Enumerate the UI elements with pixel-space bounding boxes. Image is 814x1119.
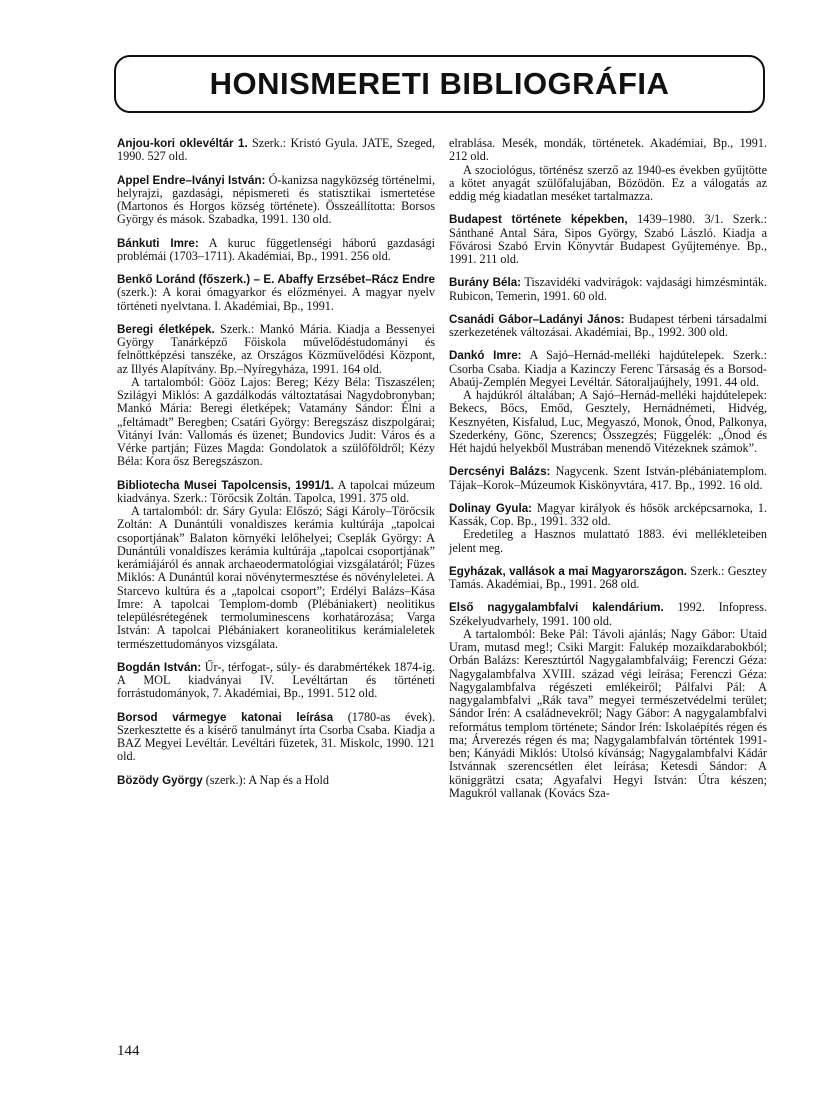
entry-text: Szerk.: Gesztey Tamás. Akadémiai, Bp., 1991. 268 old. [449,563,767,591]
entry-paragraph [117,174,435,227]
entry-heading: Budapest története képekben, [449,213,628,227]
entry-text: A kuruc függetlenségi háború gazdasági problémái (1703–1711). Akadémiai, Bp., 1991. 256 old. [117,235,435,263]
entry-heading: Anjou-kori oklevéltár 1. [117,137,248,150]
entry-text: (szerk.): A korai ómagyarkor és előzményei. A magyar nyelv történeti nyelvtana. I. Akadémiai, Bp., 1991. [117,285,435,313]
entry-heading: Dercsényi Balázs: [449,465,551,479]
bibliography-entry [117,479,435,651]
bibliography-entry [449,213,767,266]
entry-paragraph [449,213,767,266]
entry-paragraph [449,389,767,455]
entry-paragraph [117,376,435,469]
entry-heading: Beregi életképek. [117,322,215,336]
bibliography-entry [117,237,435,264]
entry-heading: Bogdán István: [117,660,202,674]
entry-paragraph [117,237,435,264]
entry-text: Budapest térbeni társadalmi szerkezetének változásai. Akadémiai, Bp., 1992. 300 old. [449,311,768,339]
title-banner [114,55,765,113]
entry-paragraph [117,273,435,313]
entry-paragraph [117,137,435,164]
bibliography-entry [449,137,767,203]
entry-heading: Egyházak, vallások a mai Magyarországon. [449,564,688,578]
page-number: 144 [117,1043,140,1059]
entry-paragraph [117,661,435,701]
bibliography-entry [449,313,767,340]
bibliography-entry [117,323,435,469]
entry-text: 1992. Infopress. Székelyudvarhely, 1991. 100 old. [449,600,768,628]
bibliography-entry [449,276,767,303]
entry-paragraph [117,505,435,651]
entry-heading: Borsod vármegye katonai leírása [117,710,334,724]
entry-paragraph [117,711,435,764]
entry-text: Nagycenk. Szent István-plébániatemplom. Tájak–Korok–Múzeumok Kiskönyvtára, 417. Bp., 1992. 16 old. [449,464,768,492]
bibliography-entry [449,349,767,455]
entry-text: A hajdúkról általában; A Sajó–Hernád-melléki hajdútelepek: Bekecs, Bőcs, Emőd, Gesztely, Hernádnémeti, Hidvég, Kesznyéten, Kisfalud, Luc, Megyaszó, Monok, Ónod, Palkonya, Szederkény, Gönc, Szerencs; Összegzés; Függelék: „Ónod és Hét hajdú helyekből Mustrában menendő Vitézeknek számok”. [449,388,767,455]
entry-heading: Bözödy György [117,773,203,787]
entry-heading: Bibliotecha Musei Tapolcensis, 1991/1. [117,478,334,492]
entry-paragraph [449,164,767,204]
entry-text: A tapolcai múzeum kiadványa. Szerk.: Törőcsik Zoltán. Tapolca, 1991. 375 old. [117,477,436,505]
entry-paragraph [449,565,767,592]
entry-text: Szerk.: Kristó Gyula. JATE, Szeged, 1990. 527 old. [117,136,436,164]
entry-paragraph [449,465,767,492]
entry-paragraph [449,502,767,529]
bibliography-entry [117,174,435,227]
entry-text: (szerk.): A Nap és a Hold [205,772,329,787]
bibliography-entry [449,465,767,492]
entry-text: 1439–1980. 3/1. Szerk.: Sánthané Antal Sára, Sipos György, Szabó László. Kiadja a Fővárosi Szabó Ervin Könyvtár Budapest Gyűjteménye. Bp., 1991. 211 old. [449,212,767,266]
entry-paragraph [449,601,767,628]
bibliography-entry [449,565,767,592]
bibliography-entry [449,502,767,555]
entry-paragraph [449,349,767,389]
page-title: HONISMERETI BIBLIOGRÁFIA [209,66,670,101]
entry-text: Tiszavidéki vadvirágok: vajdasági himzésminták. Rubicon, Temerin, 1991. 60 old. [449,275,767,303]
bibliography-entry [449,601,767,800]
entry-text: A Sajó–Hernád-melléki hajdútelepek. Szerk.: Csorba Csaba. Kiadja a Kazinczy Ferenc Társaság és a Borsod-Abaúj-Zemplén Megyei Levéltár. Sátoraljaújhely, 1991. 44 old. [449,348,768,389]
bibliography-entry [117,711,435,764]
entry-heading: Bánkuti Imre: [117,236,199,250]
entry-paragraph [117,479,435,506]
entry-text: A tartalomból: Gööz Lajos: Bereg; Kézy Béla: Tiszaszélen; Szilágyi Miklós: A gazdálkodás változtatásai Nagydobronyban; Mankó Mária: Beregi életképek; Vatamány Sándor: Élni a „feltámadt” Beregben; Csatári György: Beregszász diszpolgárai; Vitányi Iván: Vallomás és üzenet; Bundovics Judit: Város és a Vérke partján; Füzes Magda: Gondolatok a szülőföldről; Kézy Béla: Kora ősz Beregszászon. [117,374,435,469]
entry-heading: Benkő Loránd (főszerk.) – E. Abaffy Erzsébet–Rácz Endre [117,273,435,286]
entry-heading: Dankó Imre: [449,349,522,363]
entry-paragraph [449,528,767,555]
entry-heading: Csanádi Gábor–Ladányi János: [449,312,625,326]
entry-text: A szociológus, történész szerző az 1940-es években gyűjtötte a kötet anyagát szülőfalujában, Bözödön. Ez a válogatás az eddig még kiadatlan meséket tartalmazza. [449,162,767,203]
bibliography-entry [117,661,435,701]
entry-heading: Appel Endre–Iványi István: [117,173,266,187]
entry-text: Űr-, térfogat-, súly- és darabmértékek 1874-ig. A MOL kiadványai IV. Levéltártan és történeti forrástudományok, 7. Akadémiai, Bp., 1991. 512 old. [117,659,435,701]
entry-paragraph [449,137,767,164]
bibliography-entry [117,137,435,164]
bibliography-entry [117,774,435,787]
entry-heading: Burány Béla: [449,276,521,290]
entry-heading: Első nagygalambfalvi kalendárium. [449,601,664,615]
entry-text: A tartalomból: dr. Sáry Gyula: Előszó; Sági Károly–Törőcsik Zoltán: A Dunántúli vonaldiszes kerámia kultúrája „tapolcai csoportjának” Balaton környéki lelőhelyei; Cseplák György: A Dunántúli vonaldíszes kerámia kultúrája „tapolcai csoportjának” kerámiájáról és annak archaeodermatológiai vizsgálatáról; Füzes Miklós: A Dunántúl korai növénytermesztése és növényleletei. A Starcevo kultúra és a „tapolcai csoport”; Erdélyi Balázs–Kása Imre: A tapolcai Templom-domb (Plébániakert) neolitikus településrétegének termoluminescens korhatározása; Varga István: A tapolcai Plébániakert koraneolitikus kerámialeletek természettudományos vizsgálata. [117,504,435,651]
entry-paragraph [449,276,767,303]
entry-paragraph [449,313,767,340]
entry-text: elrablása. Mesék, mondák, történetek. Akadémiai, Bp., 1991. 212 old. [449,136,767,164]
bibliography-entry [117,273,435,313]
right-column [449,137,767,810]
entry-text: (1780-as évek). Szerkesztette és a kísérő tanulmányt írta Csorba Csaba. Kiadja a BAZ Megyei Levéltár. Levéltári füzetek, 31. Miskolc, 1990. 121 old. [117,709,435,764]
entry-text: Szerk.: Mankó Mária. Kiadja a Bessenyei György Tanárképző Főiskola művelődéstudományi és felnőttképzési tanszéke, az Országos Közművelődési Központ, az Illyés Alapítvány. Bp.–Nyíregyháza, 1991. 164 old. [117,321,435,376]
left-column [117,137,435,797]
entry-text: Ó-kanizsa nagyközség történelmi, helyrajzi, gazdasági, népismereti és statisztikai ismertetése (Martonos és Horgos község története). Összeállította: Borsos György és mások. Szabadka, 1991. 130 old. [117,172,435,227]
entry-text: Eredetileg a Hasznos mulattató 1883. évi mellékleteiben jelent meg. [449,527,767,555]
entry-text: Magyar királyok és hősök arcképcsarnoka, 1. Kassák, Cop. Bp., 1991. 332 old. [449,500,767,528]
entry-heading: Dolinay Gyula: [449,501,532,515]
entry-paragraph [117,323,435,376]
entry-text: A tartalomból: Beke Pál: Távoli ajánlás; Nagy Gábor: Utaid Uram, mutasd meg!; Csiki Margit: Falukép mozaikdarabokból; Orbán Balázs: Keresztúrtól Nagygalambfalváig; Ferenczi Géza: Nagygalambfalva XVIII. század végi leírása; Ferenczi Géza: Nagygalambfalva régészeti emlékeiről; Pálfalvi Pál: A nagygalambfalvi „Rák tava” megyei természetvédelmi terület; Sándor Irén: A családnevekről; Nagy Gábor: A nagygalambfalvi református templom története; Sándor Irén: Iskolaépítés régen és ma; Árverezés régen és ma; Nagygalambfalván történtek 1991-ben; Kányádi Miklós: Utolsó kívánság; Nagygalambfalvi Kádár Istvánnak szerencsétlen élet leírása; Ketesdi Sándor: A königgrätzi csata; Agyafalvi Hegyi István: Útra készen; Magukról vallanak (Kovács Sza- [449,626,767,800]
entry-paragraph [449,628,767,800]
entry-paragraph [117,774,435,787]
